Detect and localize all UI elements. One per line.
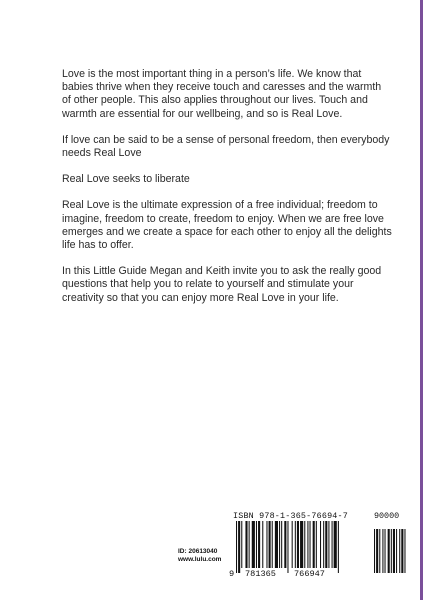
barcode-addon-bar bbox=[385, 529, 386, 573]
barcode-bar bbox=[323, 521, 324, 568]
barcode-bar bbox=[258, 521, 260, 568]
barcode-area bbox=[228, 511, 408, 581]
barcode-bar bbox=[300, 521, 303, 568]
paragraph-4: Real Love is the ultimate expression of a free individual; freedom to imagine, freedom to create, freedom to enjoy. When we are free love emerges and we create a space for each other to enjoy all the delights life has to offer. bbox=[62, 199, 392, 252]
barcode-bar bbox=[310, 521, 311, 568]
barcode-bar bbox=[307, 521, 308, 568]
isbn-label: ISBN 978-1-365-76694-7 bbox=[233, 511, 348, 521]
price-code: 90000 bbox=[374, 511, 400, 521]
barcode-bar bbox=[287, 521, 288, 573]
barcode-bar bbox=[292, 521, 293, 568]
barcode-addon-bar bbox=[396, 529, 397, 573]
barcode-bar bbox=[279, 521, 280, 568]
barcode-addon-bar bbox=[393, 529, 395, 573]
imprint-block bbox=[178, 548, 221, 564]
barcode-bar bbox=[332, 521, 333, 568]
barcode-addon-bar bbox=[399, 529, 400, 573]
imprint-url: www.lulu.com bbox=[178, 556, 222, 563]
barcode-addon-bar bbox=[374, 529, 375, 573]
barcode-image bbox=[228, 521, 408, 573]
barcode-addon-bar bbox=[404, 529, 405, 573]
barcode-bar bbox=[252, 521, 255, 568]
barcode-bar bbox=[304, 521, 305, 568]
barcode-addon-bar bbox=[401, 529, 403, 573]
barcode-bars bbox=[228, 521, 408, 573]
barcode-bar bbox=[295, 521, 296, 568]
barcode-addon-bar bbox=[376, 529, 378, 573]
barcode-bar bbox=[249, 521, 250, 568]
barcode-digits-right: 766947 bbox=[294, 569, 325, 579]
barcode-bar bbox=[245, 521, 247, 568]
barcode-bar bbox=[316, 521, 317, 568]
barcode-bar bbox=[266, 521, 267, 568]
barcode-bar bbox=[297, 521, 299, 568]
barcode-bar bbox=[256, 521, 257, 568]
barcode-bar bbox=[262, 521, 263, 568]
barcode-bar bbox=[338, 521, 339, 573]
imprint-id: ID: 20613040 bbox=[178, 548, 218, 555]
barcode-addon-bar bbox=[382, 529, 383, 573]
barcode-bar bbox=[272, 521, 273, 568]
barcode-bar bbox=[320, 521, 321, 568]
barcode-addon-bar bbox=[388, 529, 390, 573]
barcode-bar bbox=[269, 521, 271, 568]
barcode-bar bbox=[313, 521, 315, 568]
barcode-bar bbox=[325, 521, 327, 568]
paragraph-1: Love is the most important thing in a person’s life. We know that babies thrive when they receive touch and caresses and the warmth of other people. This also applies throughout our lives. Touch and warmth are essential for our wellbeing, and so is Real Love. bbox=[62, 68, 382, 120]
barcode-bar bbox=[236, 521, 237, 573]
blurb-text bbox=[62, 68, 392, 318]
barcode-addon-bar bbox=[379, 529, 380, 573]
barcode-addon-bar bbox=[391, 529, 392, 573]
paragraph-5: In this Little Guide Megan and Keith invite you to ask the really good questions that help you to relate to yourself and stimulate your creativity so that you can enjoy more Real Love in your life. bbox=[62, 265, 382, 304]
barcode-bar bbox=[284, 521, 286, 568]
barcode-bar bbox=[334, 521, 337, 568]
paragraph-3: Real Love seeks to liberate bbox=[62, 173, 190, 186]
barcode-bar bbox=[238, 521, 240, 573]
barcode-digits-left: 781365 bbox=[245, 569, 276, 579]
barcode-bar bbox=[328, 521, 329, 568]
barcode-bar bbox=[241, 521, 242, 568]
barcode-bar bbox=[275, 521, 278, 568]
paragraph-2: If love can be said to be a sense of personal freedom, then everybody needs Real Love bbox=[62, 133, 390, 160]
barcode-bar bbox=[281, 521, 282, 568]
barcode-digit-first: 9 bbox=[229, 569, 235, 579]
